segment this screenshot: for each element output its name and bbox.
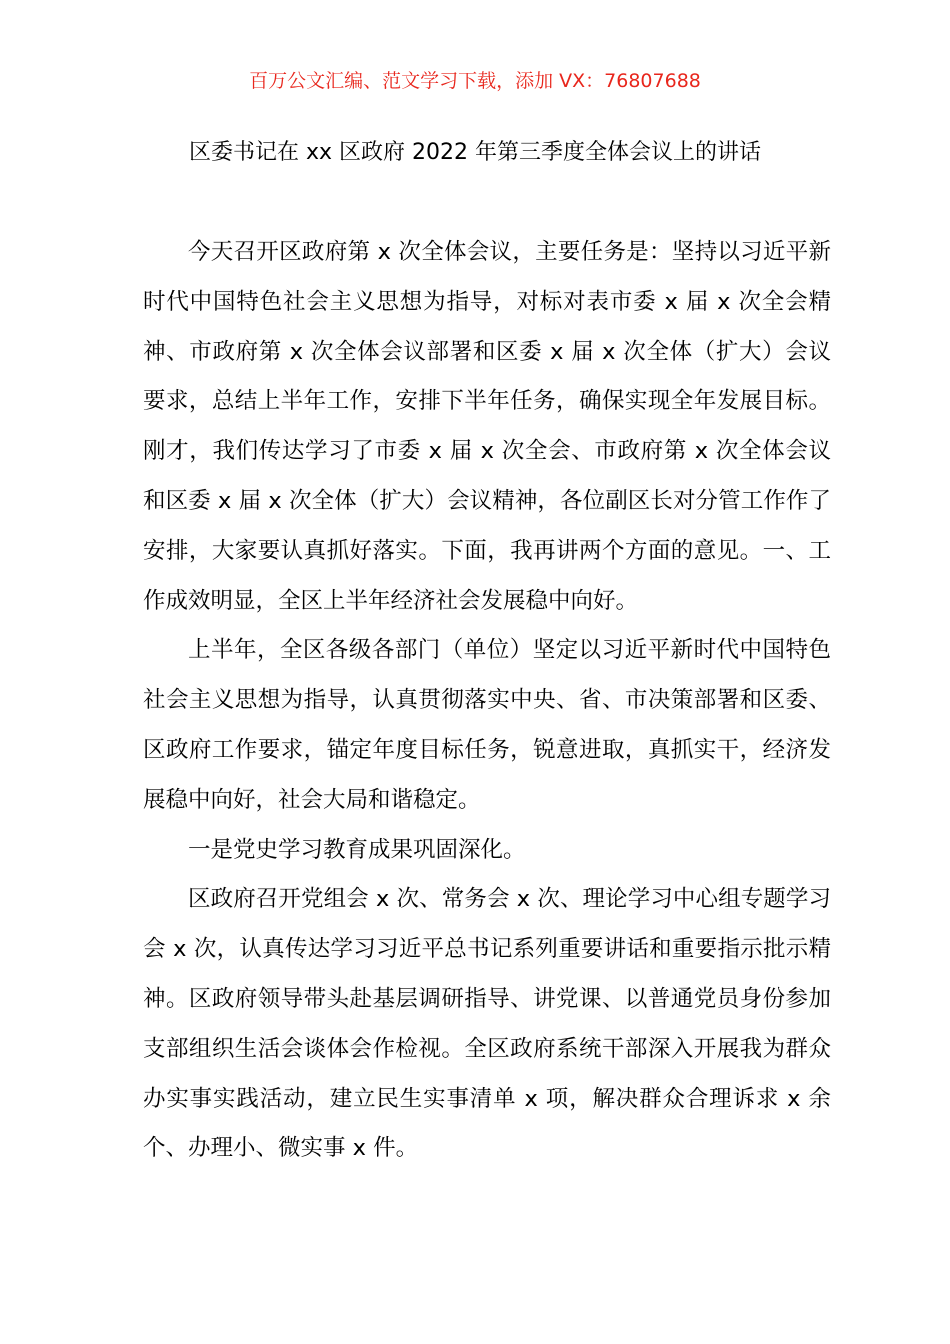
body-paragraph: 一是党史学习教育成果巩固深化。	[188, 836, 526, 863]
document-body	[143, 228, 831, 1174]
document-title: 区委书记在 xx 区政府 2022 年第三季度全体会议上的讲话	[188, 140, 761, 165]
body-paragraph: 区政府召开党组会 x 次、常务会 x 次、理论学习中心组专题学习会 x 次，认真传达学习习近平总书记系列重要讲话和重要指示批示精神。区政府领导带头赴基层调研指导、讲党课、以普通党员身份参加支部组织生活会谈体会作检视。全区政府系统干部深入开展我为群众办实事实践活动，建立民生实事清单 x 项，解决群众合理诉求 x 余个、办理小、微实事 x 件。	[143, 886, 831, 1162]
watermark-header: 百万公文汇编、范文学习下载，添加 VX：76807688	[249, 70, 701, 92]
body-paragraph: 今天召开区政府第 x 次全体会议，主要任务是：坚持以习近平新时代中国特色社会主义思想为指导，对标对表市委 x 届 x 次全会精神、市政府第 x 次全体会议部署和区委 x 届 x 次全体（扩大）会议要求，总结上半年工作，安排下半年任务，确保实现全年发展目标。刚才，我们传达学习了市委 x 届 x 次全会、市政府第 x 次全体会议和区委 x 届 x 次全体（扩大）会议精神，各位副区长对分管工作作了安排，大家要认真抓好落实。下面，我再讲两个方面的意见。一、工作成效明显，全区上半年经济社会发展稳中向好。	[143, 239, 831, 614]
body-paragraph: 上半年，全区各级各部门（单位）坚定以习近平新时代中国特色社会主义思想为指导，认真贯彻落实中央、省、市决策部署和区委、区政府工作要求，锚定年度目标任务，锐意进取，真抓实干，经济发展稳中向好，社会大局和谐稳定。	[143, 637, 831, 813]
